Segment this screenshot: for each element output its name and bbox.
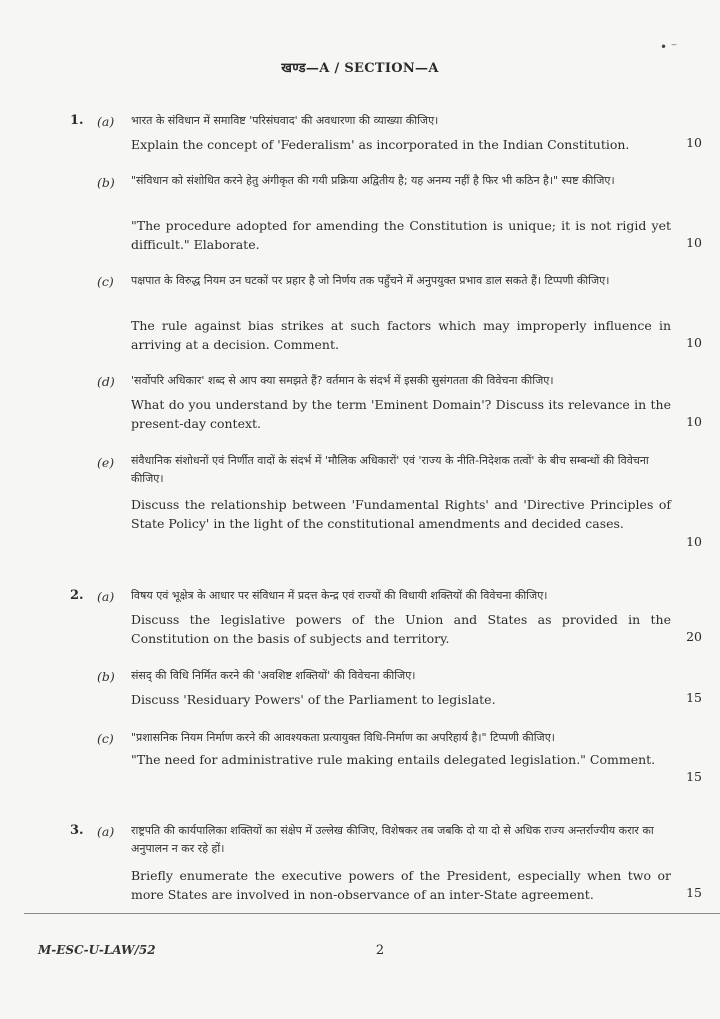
- question-number: 3.: [70, 823, 84, 838]
- part-english: Briefly enumerate the executive powers of the President, especially when two or more States are involved in non-observance of an inter-State agreement.: [131, 868, 671, 902]
- part-marks: 10: [686, 135, 702, 150]
- scan-mark: • ⁻: [660, 40, 678, 54]
- part-english: Discuss the legislative powers of the Union and States as provided in the Constitution on the basis of subjects and territory.: [131, 612, 671, 646]
- part-marks: 10: [686, 235, 702, 250]
- part-hindi: भारत के संविधान में समाविष्ट 'परिसंघवाद' की अवधारणा की व्याख्या कीजिए।: [131, 114, 439, 127]
- part-hindi: "प्रशासनिक नियम निर्माण करने की आवश्यकता प्रत्यायुक्त विधि-निर्माण का अपरिहार्य है।" टिप्पणी कीजिए।: [131, 731, 555, 744]
- part-marks: 15: [686, 885, 702, 900]
- part-label: (a): [97, 824, 115, 839]
- part-hindi: राष्ट्रपति की कार्यपालिका शक्तियों का संक्षेप में उल्लेख कीजिए, विशेषकर तब जबकि दो या दो से अधिक राज्य अन्तर्राज्यीय करार का अनुपालन न कर रहे हों।: [131, 824, 654, 855]
- part-marks: 10: [686, 335, 702, 350]
- part-hindi: संवैधानिक संशोधनों एवं निर्णीत वादों के संदर्भ में 'मौलिक अधिकारों' एवं 'राज्य के नीति-निदेशक तत्वों' के बीच सम्बन्धों की विवेचना कीजिए।: [131, 454, 649, 485]
- part-hindi: संसद् की विधि निर्मित करने की 'अवशिष्ट शक्तियों' की विवेचना कीजिए।: [131, 669, 416, 682]
- part-english: What do you understand by the term 'Eminent Domain'? Discuss its relevance in the present-day context.: [131, 397, 671, 431]
- part-english: "The procedure adopted for amending the Constitution is unique; it is not rigid yet difficult." Elaborate.: [131, 218, 671, 252]
- part-label: (d): [97, 374, 115, 389]
- page-number: 2: [375, 943, 385, 958]
- part-hindi: 'सर्वोपरि अधिकार' शब्द से आप क्या समझते हैं? वर्तमान के संदर्भ में इसकी सुसंगतता की विवेचना कीजिए।: [131, 374, 554, 387]
- part-label: (a): [97, 589, 115, 604]
- part-hindi: "संविधान को संशोधित करने हेतु अंगीकृत की गयी प्रक्रिया अद्वितीय है; यह अनम्य नहीं है फिर भी कठिन है।" स्पष्ट कीजिए।: [131, 174, 615, 187]
- part-hindi: पक्षपात के विरुद्ध नियम उन घटकों पर प्रहार है जो निर्णय तक पहुँचने में अनुपयुक्त प्रभाव डाल सकते हैं। टिप्पणी कीजिए।: [131, 274, 610, 287]
- part-label: (a): [97, 114, 115, 129]
- part-label: (b): [97, 175, 115, 190]
- paper-code: M-ESC-U-LAW/52: [38, 943, 156, 957]
- part-english: "The need for administrative rule making entails delegated legislation." Comment.: [131, 752, 656, 767]
- part-label: (e): [97, 455, 115, 470]
- part-english: Discuss the relationship between 'Fundamental Rights' and 'Directive Principles of State Policy' in the light of the constitutional amendments and decided cases.: [131, 497, 671, 531]
- part-label: (c): [97, 731, 114, 746]
- part-label: (b): [97, 669, 115, 684]
- part-english: The rule against bias strikes at such factors which may improperly influence in arriving at a decision. Comment.: [131, 318, 671, 352]
- part-marks: 15: [686, 769, 702, 784]
- part-marks: 10: [686, 414, 702, 429]
- part-marks: 15: [686, 690, 702, 705]
- part-english: Discuss 'Residuary Powers' of the Parliament to legislate.: [131, 692, 496, 707]
- part-english: Explain the concept of 'Federalism' as incorporated in the Indian Constitution.: [131, 137, 630, 152]
- part-marks: 10: [686, 534, 702, 549]
- part-hindi: विषय एवं भूक्षेत्र के आधार पर संविधान में प्रदत्त केन्द्र एवं राज्यों की विधायी शक्तियों की विवेचना कीजिए।: [131, 589, 548, 602]
- question-number: 1.: [70, 113, 84, 128]
- section-title: खण्ड—A / SECTION—A: [281, 61, 439, 76]
- question-number: 2.: [70, 588, 84, 603]
- footer-divider: [24, 913, 720, 914]
- part-label: (c): [97, 274, 114, 289]
- part-marks: 20: [686, 629, 702, 644]
